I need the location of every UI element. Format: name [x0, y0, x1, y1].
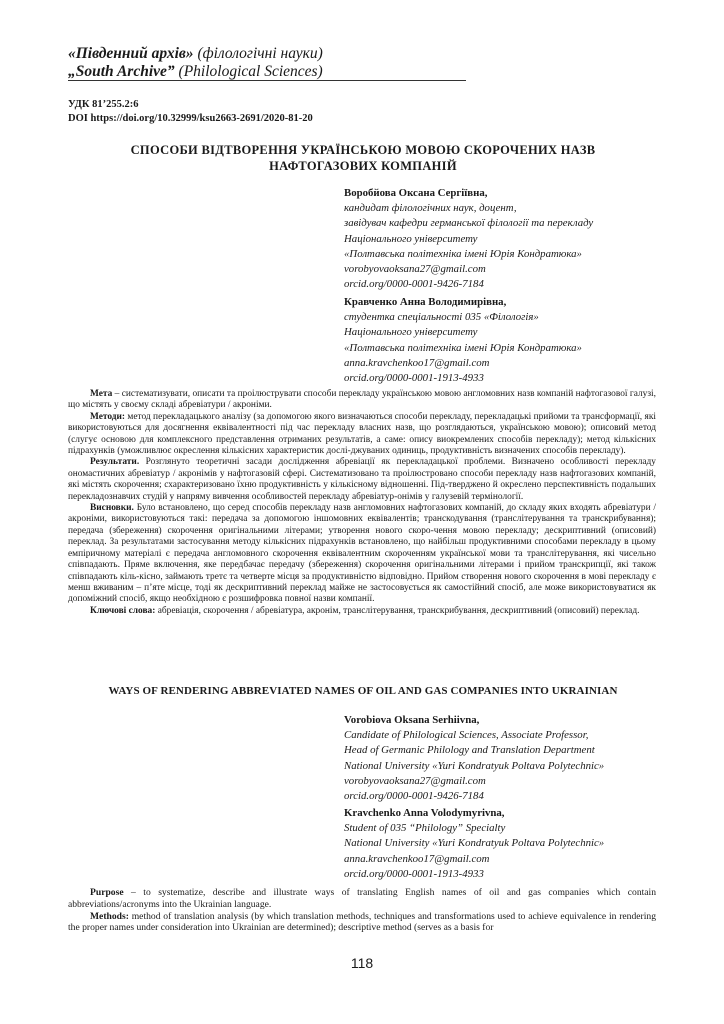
author-degree: Candidate of Philological Sciences, Associate Professor,: [344, 729, 589, 742]
abstract-conclusions: [68, 503, 656, 606]
purpose-label: Мета: [90, 389, 113, 399]
author-name: Kravchenko Anna Volodymyrivna,: [344, 807, 505, 819]
journal-en-name: „South Archive”: [68, 63, 175, 80]
author-email[interactable]: vorobyovaoksana27@gmail.com: [344, 774, 486, 787]
purpose-text: – to systematize, describe and illustrate ways of translating English names of oil and gas companies which contain abbreviations/acronyms into the Ukrainian language.: [68, 887, 656, 910]
author-position: Head of Germanic Philology and Translation Department: [344, 744, 595, 757]
abstract-keywords: [68, 606, 656, 617]
author-block-uk-2: [344, 295, 674, 386]
abstract-uk: [68, 389, 656, 617]
author-degree: кандидат філологічних наук, доцент,: [344, 202, 517, 215]
journal-uk-name: «Південний архів»: [68, 45, 194, 62]
doi-link[interactable]: DOI https://doi.org/10.32999/ksu2663-2691/2020-81-20: [68, 113, 313, 124]
author-name: Воробйова Оксана Сергіївна,: [344, 187, 488, 199]
author-affiliation: Національного університету: [344, 326, 478, 339]
author-block-uk-1: [344, 186, 674, 292]
udc-code: УДК 81’255.2:6: [68, 99, 139, 110]
author-orcid[interactable]: orcid.org/0000-0001-1913-4933: [344, 867, 484, 880]
title-uk-line-2: НАФТОГАЗОВИХ КОМПАНІЙ: [269, 159, 457, 173]
author-position: студентка спеціальності 035 «Філологія»: [344, 311, 539, 324]
methods-label: Methods:: [90, 910, 129, 922]
methods-text: method of translation analysis (by which translation methods, techniques and transformations used to achieve equivalence in rendering the proper names under consideration into Ukrainian are determined); descriptive method (serves as a basis for: [68, 910, 656, 934]
author-block-en-2: [344, 806, 674, 882]
author-email[interactable]: anna.kravchenkoo17@gmail.com: [344, 356, 490, 369]
author-name: Кравченко Анна Володимирівна,: [344, 296, 507, 308]
keywords-label: Ключові слова:: [90, 605, 156, 616]
methods-label: Методи:: [90, 411, 126, 422]
purpose-text: – систематизувати, описати та проілюструвати способи перекладу українською мовою англомовних назв компаній нафтогазової галузі, що містять у своєму складі абревіатури / акроніми.: [68, 389, 656, 411]
journal-uk-line: [68, 45, 323, 63]
journal-uk-subtitle: (філологічні науки): [197, 45, 323, 62]
author-affiliation-name: «Полтавська політехніка імені Юрія Кондратюка»: [344, 341, 582, 354]
conclusions-label: Висновки.: [90, 503, 134, 514]
author-name: Vorobiova Oksana Serhiivna,: [344, 714, 480, 726]
abstract-methods: [68, 911, 656, 935]
journal-en-subtitle: (Philological Sciences): [178, 63, 323, 80]
author-affiliation-name: «Полтавська політехніка імені Юрія Кондратюка»: [344, 247, 582, 260]
author-affiliation: Національного університету: [344, 232, 478, 245]
title-en-line-1: WAYS OF RENDERING ABBREVIATED NAMES OF OIL AND GAS COMPANIES INTO UKRAINIAN: [108, 685, 618, 697]
journal-en-line: [68, 63, 323, 81]
purpose-label: Purpose: [90, 887, 124, 898]
author-email[interactable]: vorobyovaoksana27@gmail.com: [344, 263, 486, 276]
abstract-purpose: [68, 389, 656, 412]
abstract-methods: [68, 412, 656, 458]
page-number: 118: [350, 955, 374, 971]
results-label: Результати.: [90, 457, 140, 468]
title-uk-line-1: СПОСОБИ ВІДТВОРЕННЯ УКРАЇНСЬКОЮ МОВОЮ СКОРОЧЕНИХ НАЗВ: [130, 143, 596, 157]
author-email[interactable]: anna.kravchenkoo17@gmail.com: [344, 852, 490, 865]
author-orcid[interactable]: orcid.org/0000-0001-9426-7184: [344, 790, 484, 803]
abstract-results: [68, 457, 656, 503]
abstract-purpose: [68, 887, 656, 911]
author-affiliation: National University «Yuri Kondratyuk Poltava Polytechnic»: [344, 837, 605, 850]
author-position: завідувач кафедри германської філології та перекладу: [344, 217, 594, 230]
author-orcid[interactable]: orcid.org/0000-0001-1913-4933: [344, 372, 484, 385]
results-text: Розглянуто теоретичні засади дослідження абревіації як перекладацької проблеми. Визначено особливості перекладу ономастичних абревіатур / акронімів у нафтогазовій сфері. Систематизовано та проілюстровано способи перекладу назв нафтогазових компаній, які містять скорочення; схарактеризовано їхню продуктивність у кількісному відношенні. Під-тверджено й окреслено перспективність подальших перекладознавчих студій у напряму вивчення особливостей перекладу абревіатур-онімів у галузевій термінології.: [68, 457, 656, 502]
author-position: Student of 035 “Philology” Specialty: [344, 822, 506, 835]
methods-text: метод перекладацького аналізу (за допомогою якого визначаються способи перекладу, перекладацькі прийоми та трансформації, які використовуються для досягнення еквівалентності під час перекладу власних назв, що розглядаються, українською мовою); описовий метод (слугує основою для комплексного представлення отриманих результатів, а саме: опису виокремлених способів перекладу); метод кількісних підрахунків (уможливлює окреслення кількісних характеристик дослі-джуваних одиниць, продуктивність визначених способів перекладу).: [68, 411, 656, 457]
keywords-text: абревіація, скорочення / абревіатура, акронім, транслітерування, транскрибування, дескриптивний (описовий) переклад.: [155, 605, 640, 616]
header-divider: [68, 80, 466, 81]
article-title-en: [68, 683, 658, 699]
conclusions-text: Було встановлено, що серед способів перекладу назв англомовних нафтогазових компаній, до складу яких входять абревіатури / акроніми, використовуються такі: передача за допомогою іншомовних еквівалентів; транскодування (транслітерування та транскрибування); передача (збереження) скорочення оригінальними літерами; утворення нового скоро-чення мовою перекладу; дескриптивний (описовий) переклад. За результатами застосування методу кількісних підрахунків встановлено, що найбільш продуктивними способами перекладу в цьому емпіричному матеріалі є передача англомовного скорочення еквівалентним скороченням української мови та транслітерування, які чисельно співпадають. Пряме включення, яке передбачає передачу (збереження) скорочення оригінальними літерами і прийом транскрипції, які також співпадають кіль-кісно, займають третє та четверте місця за продуктивністю відповідно. Прийом створення нового скорочення в мові перекладу є менш вживаним – п’яте місце, тоді як дескриптивний переклад майже не застосовується як самостійний спосіб, але може використовуватися як допоміжний спосіб, якщо необхідною є розшифровка повної назви компанії.: [68, 503, 656, 605]
journal-header: [68, 45, 323, 81]
author-affiliation: National University «Yuri Kondratyuk Poltava Polytechnic»: [344, 759, 605, 772]
article-meta: [68, 98, 313, 126]
author-block-en-1: [344, 713, 674, 804]
author-orcid[interactable]: orcid.org/0000-0001-9426-7184: [344, 278, 484, 291]
abstract-en: [68, 887, 656, 934]
article-title-uk: [68, 142, 658, 174]
